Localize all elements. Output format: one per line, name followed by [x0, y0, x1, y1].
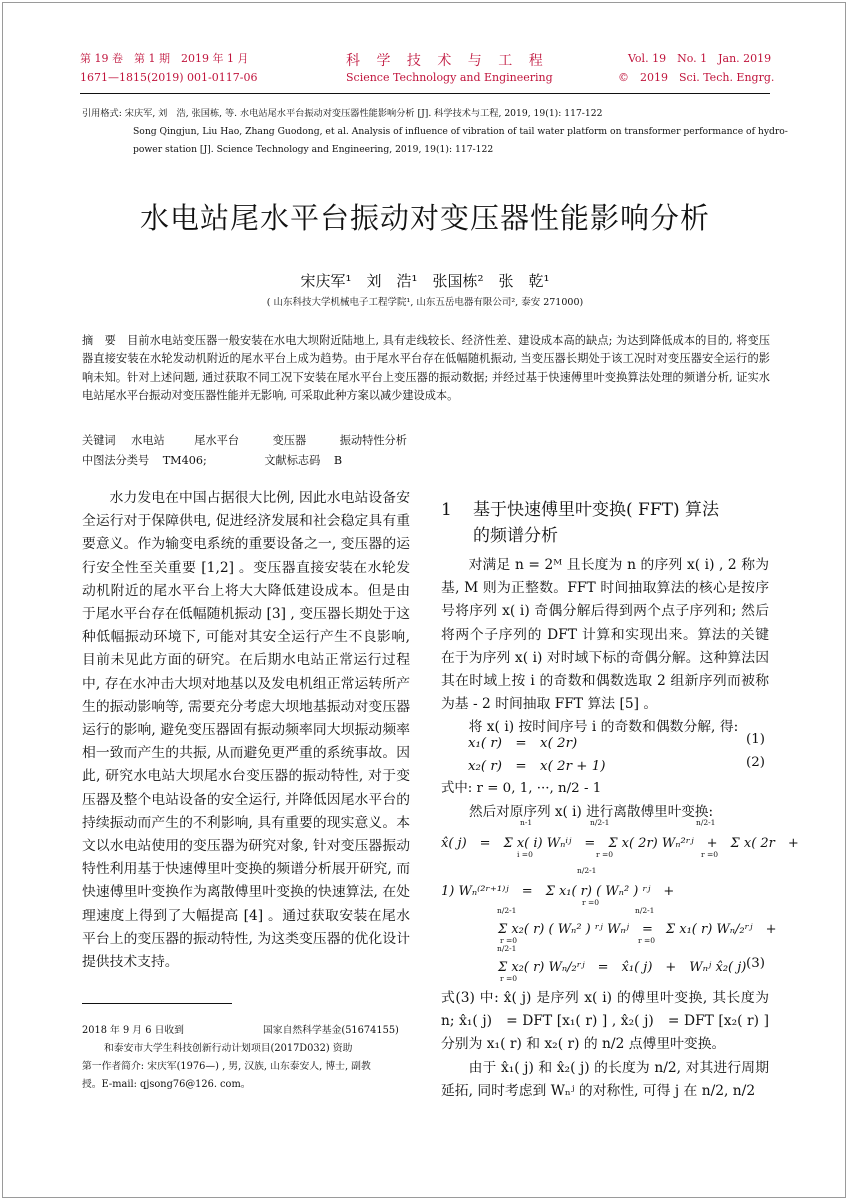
- equation-2: x₂( r) = x( 2r + 1): [468, 759, 606, 774]
- sum-limit-bottom: r =0: [500, 936, 518, 945]
- section-number: 1: [441, 500, 452, 520]
- author-affiliation: ( 山东科技大学机械电子工程学院¹, 山东五岳电器有限公司², 泰安 271000): [266, 297, 584, 308]
- sum-limit-bottom: r =0: [701, 850, 719, 859]
- citation-en-2: power station [J]. Science Technology and Engineering, 2019, 19(1): 117-122: [133, 144, 494, 155]
- author-bio-1: 第一作者简介: 宋庆军(1976—) , 男, 汉族, 山东泰安人, 博士, 副教: [82, 1061, 371, 1072]
- fft-paragraph-5: 由于 x̂₁( j) 和 x̂₂( j) 的长度为 n/2, 对其进行周期延拓, 同时考虑到 Wₙʲ 的对称性, 可得 j 在 n/2, n/2: [441, 1059, 769, 1099]
- fft-paragraph-4: 式(3) 中: x̂( j) 是序列 x( i) 的傅里叶变换, 其长度为 n; x̂₁( j) = DFT [x₁( r) ] , x̂₂( j) = DFT [x₂( r) ] 分别为 x₁( r) 和 x₂( r) 的 n/2 点傅里叶变换。: [441, 990, 769, 1053]
- abstract: [82, 332, 770, 406]
- equation-3-number: (3): [746, 956, 765, 971]
- sum-limit-top: n/2-1: [577, 866, 597, 875]
- sum-limit-top: n/2-1: [590, 818, 610, 827]
- equation-3-line-3: Σ x₂( r) ( Wₙ² ) ʳʲ Wₙʲ = Σ x₁( r) Wₙ/₂ʳʲ +: [498, 922, 777, 937]
- citation-en-1: Song Qingjun, Liu Hao, Zhang Guodong, et al. Analysis of influence of vibration of tail water platform on transformer performance of hydro-: [133, 126, 788, 137]
- doc-code: B: [333, 454, 343, 467]
- section-title-2: 的频谱分析: [473, 526, 558, 546]
- keywords-label: 关键词: [82, 434, 116, 447]
- sum-limit-bottom: i =0: [517, 850, 533, 859]
- header-copyright: © 2019 Sci. Tech. Engrg.: [618, 71, 775, 84]
- sum-limit-bottom: r =0: [596, 850, 614, 859]
- received-date: 2018 年 9 月 6 日收到: [82, 1025, 184, 1036]
- header-issn: 1671—1815(2019) 001-0117-06: [80, 71, 258, 84]
- classification-line: [82, 452, 342, 468]
- paper-title: 水电站尾水平台振动对变压器性能影响分析: [139, 201, 710, 235]
- sum-limit-top: n-1: [520, 818, 533, 827]
- abstract-label: 摘 要: [82, 334, 116, 347]
- keywords-line: [82, 432, 407, 448]
- keyword: 变压器: [272, 434, 307, 447]
- citation-cn: 引用格式: 宋庆军, 刘 浩, 张国栋, 等. 水电站尾水平台振动对变压器性能影响分析 [J]. 科学技术与工程, 2019, 19(1): 117-122: [82, 108, 603, 119]
- footnote-rule: [82, 1003, 232, 1004]
- clc-code: TM406;: [162, 454, 207, 467]
- fft-intro: [441, 554, 769, 740]
- abstract-text: 目前水电站变压器一般安装在水电大坝附近陆地上, 具有走线较长、经济性差、建设成本高的缺点; 为达到降低成本的目的, 将变压器直接安装在水轮发动机附近的尾水平台上成为趋势。由于尾水平台存在低幅随机振动, 当变压器长期处于该工况时对变压器安全运行的影响未知。针对上述问题, 通过获取不同工况下安装在尾水平台上变压器的振动数据; 并经过基于快速傅里叶变换算法处理的频谱分析, 证实水电站尾水平台振动对变压器性能并无影响, 可采取此种方案以减少建设成本。: [82, 334, 770, 403]
- journal-name-en: Science Technology and Engineering: [346, 71, 553, 84]
- equation-2-number: (2): [746, 755, 765, 770]
- author-bio-2: 授。E-mail: qjsong76@126. com。: [82, 1079, 251, 1090]
- fund-info-2: 和泰安市大学生科技创新行动计划项目(2017D032) 资助: [104, 1043, 353, 1054]
- author-list: 宋庆军¹ 刘 浩¹ 张国栋² 张 乾¹: [300, 272, 550, 290]
- journal-name-cn: 科 学 技 术 与 工 程: [346, 53, 549, 69]
- header-vol-en: Vol. 19 No. 1 Jan. 2019: [628, 52, 772, 65]
- equation-note: 式中: r = 0, 1, ···, n/2 - 1: [441, 781, 602, 796]
- equation-3-line-1: x̂( j) = Σ x( i) Wₙⁱʲ = Σ x( 2r) Wₙ²ʳʲ + Σ x( 2r +: [441, 836, 799, 851]
- intro-section: [82, 487, 410, 974]
- intro-paragraph: 水力发电在中国占据很大比例, 因此水电站设备安全运行对于保障供电, 促进经济发展和社会稳定具有重要意义。作为输变电系统的重要设备之一, 变压器的运行安全性至关重要 [1,2] 。变压器直接安装在水轮发动机附近的尾水平台上将大大降低建设成本。但是由于尾水平台存在低幅随机振动 [3] , 变压器长期处于这种低幅振动环境下, 可能对其安全运行产生不良影响, 目前未见此方面的研究。在后期水电站正常运行过程中, 存在水冲击大坝对地基以及发电机组正常运转所产生的振动影响等, 需要充分考虑大坝地基振动对变压器运行的影响, 避免变压器固有振动频率同大坝振动频率相一致而产生的共振, 从而避免更严重的系统事故。因此, 研究水电站大坝尾水台变压器的振动特性, 对于变压器及整个电站设备的安全运行, 并降低因尾水平台的持续振动而产生的不利影响, 具有重要的现实意义。本文以水电站使用的变压器为研究对象, 针对变压器振动特性利用基于快速傅里叶变换的频谱分析展开研究, 而快速傅里叶变换作为离散傅里叶变换的快速算法, 在处理速度上得到了大幅提高 [4] 。通过获取安装在尾水平台上的变压器的振动特性, 为这类变压器的优化设计提供技术支持。: [82, 490, 410, 971]
- equation-1: x₁( r) = x( 2r): [468, 736, 578, 751]
- section-title-1: 基于快速傅里叶变换( FFT) 算法: [473, 500, 720, 520]
- keyword: 振动特性分析: [339, 434, 407, 447]
- header-volume-info: 第 19 卷 第 1 期 2019 年 1 月: [80, 52, 249, 65]
- sum-limit-bottom: r =0: [500, 974, 518, 983]
- fft-paragraph-2: 将 x( i) 按时间序号 i 的奇数和偶数分解, 得:: [468, 719, 739, 736]
- fft-paragraph-1: 对满足 n = 2ᴹ 且长度为 n 的序列 x( i) , 2 称为基, M 则为正整数。FFT 时间抽取算法的核心是按序号将序列 x( i) 奇偶分解后得到两个点子序列和; 然后将两个子序列的 DFT 计算和实现出来。算法的关键在于为序列 x( i) 对时域下标的奇偶分解。这种算法因其在时域上按 i 的奇数和偶数选取 2 组新序列而被称为基 - 2 时间抽取 FFT 算法 [5] 。: [441, 557, 769, 713]
- fft-explanation: [441, 987, 769, 1103]
- sum-limit-bottom: r =0: [582, 898, 600, 907]
- doc-code-label: 文献标志码: [264, 454, 321, 467]
- sum-limit-bottom: r =0: [638, 936, 656, 945]
- keyword: 水电站: [131, 434, 165, 447]
- equation-3-line-4: Σ x₂( r) Wₙ/₂ʳʲ = x̂₁( j) + Wₙʲ x̂₂( j): [498, 960, 747, 975]
- sum-limit-top: n/2-1: [497, 906, 517, 915]
- clc-label: 中图法分类号: [82, 454, 150, 467]
- sum-limit-top: n/2-1: [497, 944, 517, 953]
- equation-1-number: (1): [746, 732, 765, 747]
- sum-limit-top: n/2-1: [635, 906, 655, 915]
- equation-3-line-2: 1) Wₙ⁽²ʳ⁺¹⁾ʲ = Σ x₁( r) ( Wₙ² ) ʳʲ +: [441, 884, 675, 899]
- header-rule: [80, 93, 770, 94]
- keyword: 尾水平台: [194, 434, 240, 447]
- fund-info-1: 国家自然科学基金(51674155): [263, 1025, 399, 1036]
- fft-paragraph-3: 然后对原序列 x( i) 进行离散傅里叶变换:: [469, 804, 714, 820]
- sum-limit-top: n/2-1: [696, 818, 716, 827]
